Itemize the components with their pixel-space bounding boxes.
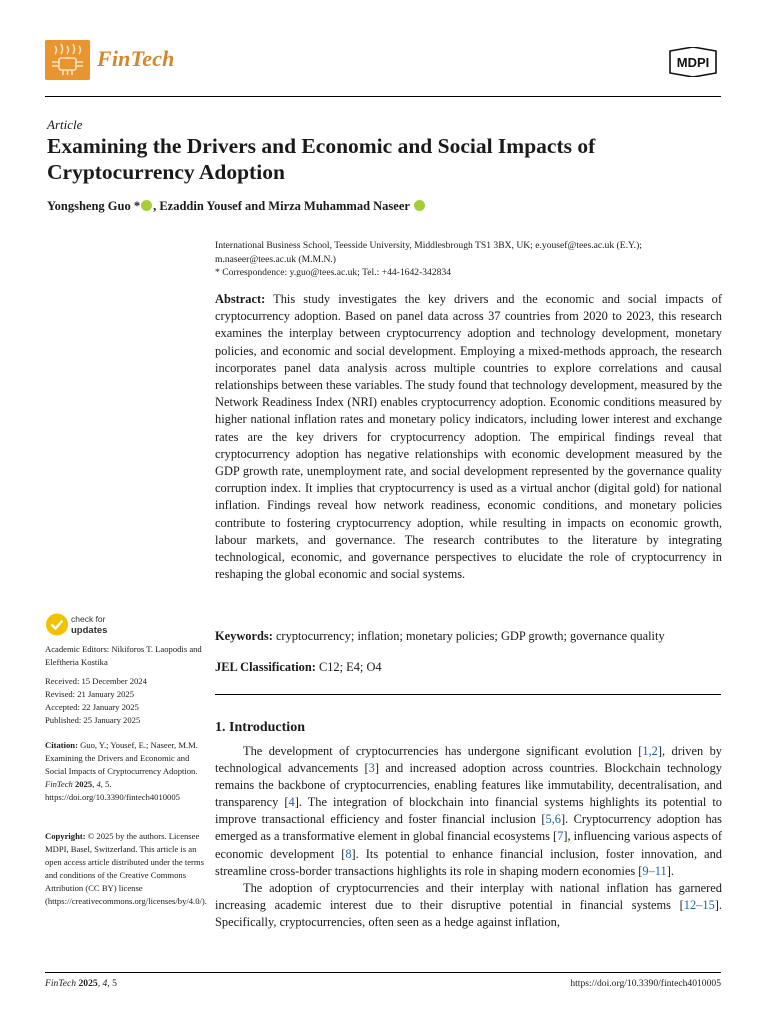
keywords-label: Keywords: <box>215 629 273 643</box>
citation-link[interactable]: 7 <box>557 829 564 844</box>
body-paragraph <box>215 880 722 931</box>
author-separator: , <box>153 199 160 213</box>
received-date: Received: 15 December 2024 <box>45 676 147 686</box>
author-name[interactable]: Ezaddin Yousef <box>159 199 242 213</box>
body-text-run: The development of cryptocurrencies has undergone significant evolution [ <box>243 744 643 758</box>
footer-journal: FinTech <box>45 978 77 989</box>
citation-journal: FinTech <box>45 779 73 790</box>
publication-dates <box>45 675 205 727</box>
check-label-bottom: updates <box>71 625 108 636</box>
citation-link[interactable]: 3 <box>368 761 375 776</box>
body-text-run: ]. <box>666 863 674 878</box>
citation-link[interactable]: 5,6 <box>545 812 562 827</box>
footer-volume: , 4 <box>97 978 108 989</box>
check-label-top: check for <box>71 614 106 624</box>
abstract-text: This study investigates the key drivers and the economic and social impacts of cryptocurrency adoption. Based on panel data across 37 countries from 2020 to 2023, this research examines the interplay between cryptocurrency adoption and technology development, monetary policies, and economic and social development. Employing a mixed-methods approach, the research incorporates panel data analysis across multiple countries to explore correlations and causal relationships between these variables. The study found that technology development, measured by the Network Readiness Index (NRI) enables cryptocurrency adoption. Economic conditions measured by higher national inflation rates and monetary policy indicators, including lower interest and exchange rates are the key drivers for cryptocurrency adoption. The empirical findings reveal that cryptocurrency adoption has negative relationships with economic development measured by the GDP growth rate, unemployment rate, and social development represented by the governance quality corruption index. It implies that cryptocurrency is used as a virtual anchor (digital gold) for national inflation. Findings reveal how network readiness, economic conditions, and monetary policies contribute to fostering cryptocurrency adoption, while resulting in impacts on economic growth, labour markets, and governance. The research contributes to the literature by integrating technological, economic, and governance perspectives to elucidate the role of cryptocurrency in reshaping the global economic and social systems. <box>215 292 722 582</box>
body-text-run: ]. Specifically, cryptocurrencies, often seen as a hedge against inflation, <box>215 897 722 929</box>
jel-label: JEL Classification: <box>215 660 316 674</box>
section-divider <box>215 694 721 695</box>
citation-volume: , 4 <box>92 779 101 790</box>
revised-date: Revised: 21 January 2025 <box>45 689 135 700</box>
citation-link[interactable]: 12–15 <box>683 897 715 912</box>
header-rule <box>45 96 721 97</box>
copyright-text: © 2025 by the authors. Licensee MDPI, Basel, Switzerland. This article is an open access article distributed under the terms and conditions of the Creative Commons Attribution (CC BY) license (https://creativecommons.org/licenses/by/4.0/). <box>45 831 207 907</box>
footer-page: , 5 <box>107 978 117 989</box>
citation-link[interactable]: 1,2 <box>642 744 658 758</box>
citation <box>45 739 205 804</box>
footer-year: 2025 <box>76 978 98 989</box>
keywords-text: cryptocurrency; inflation; monetary policies; GDP growth; governance quality <box>275 629 665 643</box>
author-separator: and <box>241 199 269 213</box>
check-for-updates-button[interactable] <box>45 612 125 637</box>
footer-citation <box>45 978 117 989</box>
body-text-run: ]. The integration of blockchain into financial systems highlights its potential to improve transactional efficiency and foster financial inclusion [ <box>215 795 722 827</box>
mdpi-logo-text: MDPI <box>676 55 710 70</box>
body-text-run: ], driven by technological advancements [ <box>215 744 722 776</box>
citation-link[interactable]: 4 <box>288 795 295 810</box>
copyright <box>45 830 205 909</box>
affiliation-line: International Business School, Teesside University, Middlesbrough TS1 3BX, UK; e.yousef@tees.ac.uk (E.Y.); <box>215 240 642 251</box>
citation-year: 2025 <box>72 779 93 790</box>
keywords <box>215 628 725 645</box>
citation-label: Citation: <box>45 740 78 750</box>
correspondence: * Correspondence: y.guo@tees.ac.uk; Tel.: +44-1642-342834 <box>215 267 452 278</box>
body-text-run: ]. Cryptocurrency adoption has emerged as a transformative element in global financial ecosystems [ <box>215 812 722 844</box>
mdpi-logo-icon <box>666 47 720 77</box>
article-title: Examining the Drivers and Economic and Social Impacts of Cryptocurrency Adoption <box>47 134 596 184</box>
body-text-run: ]. Its potential to enhance financial inclusion, foster innovation, and streamline cross-border transactions highlights its role in shaping modern economies [ <box>215 846 722 878</box>
body-text-run: ] and increased adoption across countries. Blockchain technology remains the backbone of cryptocurrencies, enabling features like immutability, decentralisation, and transparency [ <box>215 761 722 810</box>
footer-rule <box>45 972 721 973</box>
check-icon <box>46 614 68 636</box>
section-heading: 1. Introduction <box>215 720 305 735</box>
accepted-date: Accepted: 22 January 2025 <box>45 702 139 713</box>
citation-text: Guo, Y.; Yousef, E.; Naseer, M.M. Examining the Drivers and Economic and Social Impacts of Cryptocurrency Adoption. <box>45 740 198 777</box>
author-name[interactable]: Yongsheng Guo * <box>47 199 141 213</box>
author-list <box>47 199 426 214</box>
citation-link[interactable]: 8 <box>345 846 352 861</box>
journal-logo-icon <box>45 40 90 80</box>
intro-body <box>215 743 722 931</box>
article-type: Article <box>47 117 83 132</box>
footer-doi-link[interactable]: https://doi.org/10.3390/fintech4010005 <box>570 978 721 989</box>
jel-text: C12; E4; O4 <box>318 660 382 674</box>
journal-name: FinTech <box>97 46 175 71</box>
copyright-label: Copyright: <box>45 831 86 841</box>
author-name[interactable]: Mirza Muhammad Naseer <box>268 199 410 213</box>
body-text-run: The adoption of cryptocurrencies and their interplay with national inflation has garnered increasing academic interest due to their disruptive potential in financial systems [ <box>215 880 722 912</box>
orcid-icon[interactable] <box>141 200 152 211</box>
body-text-run: ], influencing various aspects of economic development [ <box>215 829 722 861</box>
jel-classification <box>215 659 725 676</box>
academic-editors: Academic Editors: Nikiforos T. Laopodis and Eleftheria Kostika <box>45 644 202 668</box>
body-paragraph <box>215 743 722 880</box>
affiliation-line: m.naseer@tees.ac.uk (M.M.N.) <box>215 253 336 265</box>
affiliations <box>215 239 725 280</box>
citation-doi[interactable]: , 5. https://doi.org/10.3390/fintech4010005 <box>45 779 180 803</box>
citation-link[interactable]: 9–11 <box>642 863 667 878</box>
orcid-icon[interactable] <box>414 200 425 211</box>
abstract <box>215 291 722 583</box>
published-date: Published: 25 January 2025 <box>45 715 141 726</box>
abstract-label: Abstract: <box>215 292 266 306</box>
